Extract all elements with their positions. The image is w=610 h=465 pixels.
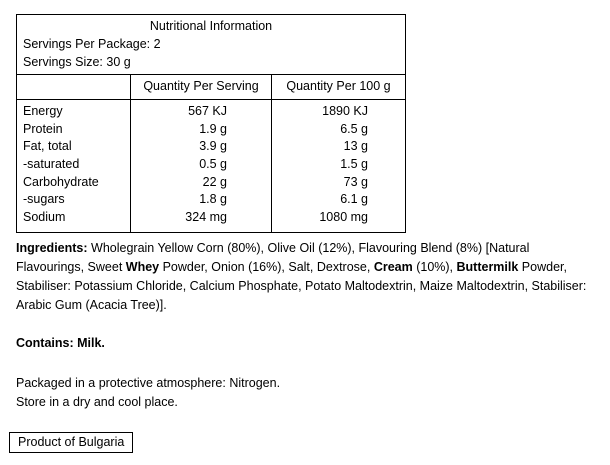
per-serving-value: 0.5 g [199, 157, 227, 172]
per-100g-column [271, 100, 405, 232]
nutrient-name: Sodium [23, 210, 66, 225]
ingredients-text: (10%), [412, 260, 457, 274]
allergen-buttermilk: Buttermilk [456, 260, 519, 274]
allergen-statement [16, 334, 600, 353]
nutrient-name: -saturated [23, 157, 80, 172]
per-100g-value: 13 g [343, 139, 368, 154]
nutrient-name: -sugars [23, 192, 65, 207]
nutrition-table-header [17, 15, 405, 75]
per-serving-column [130, 100, 271, 232]
servings-per-package: Servings Per Package: 2 [23, 37, 161, 51]
per-serving-value: 567 KJ [188, 104, 227, 118]
nutrient-name-column [17, 100, 130, 232]
ingredients-text: Powder, Onion (16%), Salt, Dextrose, [159, 260, 374, 274]
country-of-origin-box [9, 432, 133, 453]
nutrient-name: Fat, total [23, 139, 72, 154]
per-100g-value: 6.1 g [340, 192, 368, 207]
ingredients-paragraph [16, 239, 600, 315]
nutrient-name: Protein [23, 121, 63, 136]
storage-instruction: Store in a dry and cool place. [16, 395, 178, 409]
nutrition-title: Nutritional Information [149, 19, 273, 33]
per-serving-value: 22 g [202, 174, 227, 189]
per-serving-value: 1.9 g [199, 121, 227, 136]
country-of-origin: Product of Bulgaria [18, 435, 125, 449]
per-100g-value: 73 g [343, 174, 368, 189]
nutrition-table-body [17, 100, 405, 232]
allergen-whey: Whey [125, 260, 160, 274]
nutrient-name: Energy [23, 104, 63, 118]
serving-size: Servings Size: 30 g [23, 55, 131, 69]
nutrient-name: Carbohydrate [23, 174, 99, 189]
nutrition-column-headers [17, 75, 405, 100]
storage-info [16, 374, 600, 412]
ingredients-label: Ingredients: [16, 241, 88, 255]
contains-text: Contains: Milk. [16, 336, 105, 350]
per-100g-value: 6.5 g [340, 121, 368, 136]
per-serving-value: 1.8 g [199, 192, 227, 207]
per-serving-value: 324 mg [185, 210, 227, 225]
per-100g-value: 1890 KJ [322, 104, 368, 118]
column-header-per-100g: Quantity Per 100 g [271, 75, 405, 99]
column-header-nutrient [17, 75, 130, 99]
column-header-per-serving: Quantity Per Serving [130, 75, 271, 99]
per-100g-value: 1.5 g [340, 157, 368, 172]
per-100g-value: 1080 mg [319, 210, 368, 225]
ingredients-text: Wholegrain Yellow Corn (80%), Olive Oil (12%), Flavouring Blend (8%) [Natural Flavourings, Sweet [16, 241, 530, 274]
ingredients-text: Powder, Stabiliser: Potassium Chloride, Calcium Phosphate, Potato Maltodextrin, Maize Maltodextrin, Stabiliser: Arabic Gum (Acacia Tree)]. [16, 260, 587, 312]
per-serving-value: 3.9 g [199, 139, 227, 154]
allergen-cream: Cream [373, 260, 413, 274]
packaging-note: Packaged in a protective atmosphere: Nitrogen. [16, 376, 281, 390]
nutrition-table [16, 14, 406, 233]
